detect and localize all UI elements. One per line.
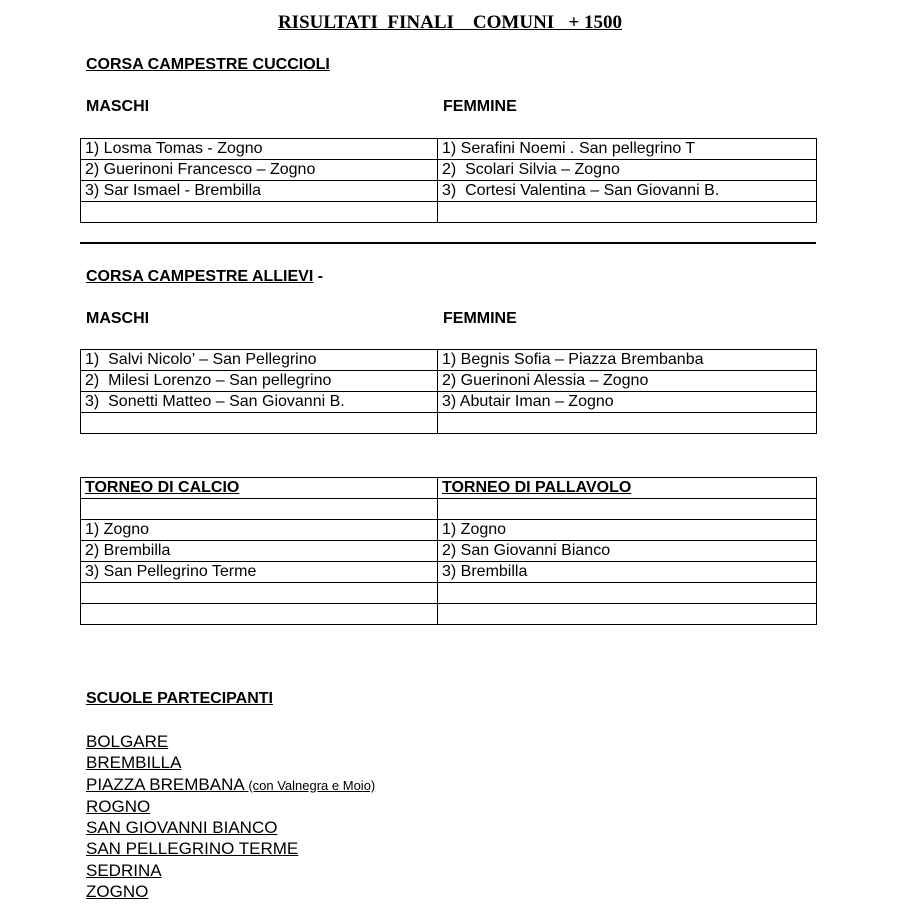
school-name: SAN GIOVANNI BIANCO xyxy=(86,818,278,838)
table-cell xyxy=(81,604,438,625)
table-cell: 1) Losma Tomas - Zogno xyxy=(81,139,438,160)
school-name xyxy=(86,775,375,794)
table-cell xyxy=(81,202,438,223)
table-cell: 1) Zogno xyxy=(438,520,817,541)
table-cell xyxy=(438,499,817,520)
table-cell xyxy=(81,583,438,604)
section-heading-allievi-suffix: - xyxy=(313,268,324,285)
list-item xyxy=(86,774,375,796)
school-name: ZOGNO xyxy=(86,882,149,902)
section-heading-allievi-text: CORSA CAMPESTRE ALLIEVI xyxy=(86,268,314,285)
table-cell xyxy=(81,499,438,520)
list-item xyxy=(86,817,375,838)
list-item xyxy=(86,796,375,817)
section-heading-allievi xyxy=(86,268,323,286)
table-cell xyxy=(438,583,817,604)
column-label-maschi: MASCHI xyxy=(86,98,150,115)
horizontal-divider xyxy=(80,242,816,244)
table-cell: 3) Brembilla xyxy=(438,562,817,583)
school-name: BOLGARE xyxy=(86,732,169,751)
table-cell: 3) Sar Ismael - Brembilla xyxy=(81,181,438,202)
table-row xyxy=(81,181,817,202)
table-heading-pallavolo: TORNEO DI PALLAVOLO xyxy=(438,478,817,499)
table-cell: 3) Sonetti Matteo – San Giovanni B. xyxy=(81,392,438,413)
school-name-text: PIAZZA BREMBANA xyxy=(86,774,245,794)
column-label-maschi: MASCHI xyxy=(86,310,150,327)
table-cell: 1) Serafini Noemi . San pellegrino T xyxy=(438,139,817,160)
table-row xyxy=(81,562,817,583)
schools-list xyxy=(86,731,375,902)
table-row xyxy=(81,583,817,604)
section-heading-scuole: SCUOLE PARTECIPANTI xyxy=(86,690,273,707)
table-row xyxy=(81,541,817,562)
column-label-femmine: FEMMINE xyxy=(443,310,517,327)
table-cell: 1) Salvi Nicolo’ – San Pellegrino xyxy=(81,350,438,371)
section-heading-cuccioli: CORSA CAMPESTRE CUCCIOLI xyxy=(86,56,330,73)
school-name: BREMBILLA xyxy=(86,753,182,773)
list-item xyxy=(86,838,375,859)
table-header-row xyxy=(81,478,817,499)
table-row xyxy=(81,350,817,371)
table-cell: 2) Guerinoni Alessia – Zogno xyxy=(438,371,817,392)
table-row xyxy=(81,160,817,181)
table-cell: 3) Cortesi Valentina – San Giovanni B. xyxy=(438,181,817,202)
table-row xyxy=(81,202,817,223)
table-cell: 3) Abutair Iman – Zogno xyxy=(438,392,817,413)
table-cell: 2) Guerinoni Francesco – Zogno xyxy=(81,160,438,181)
table-cell: 2) Milesi Lorenzo – San pellegrino xyxy=(81,371,438,392)
table-cell xyxy=(438,413,817,434)
table-row xyxy=(81,520,817,541)
list-item xyxy=(86,860,375,881)
table-row xyxy=(81,604,817,625)
school-name: SEDRINA xyxy=(86,860,162,880)
list-item xyxy=(86,731,375,752)
table-row xyxy=(81,499,817,520)
school-name: ROGNO xyxy=(86,796,151,816)
table-cell: 3) San Pellegrino Terme xyxy=(81,562,438,583)
table-cell: 1) Zogno xyxy=(81,520,438,541)
results-table-tornei xyxy=(80,477,817,625)
list-item xyxy=(86,881,375,902)
table-cell xyxy=(438,604,817,625)
table-heading-calcio: TORNEO DI CALCIO xyxy=(81,478,438,499)
table-cell xyxy=(81,413,438,434)
results-table-allievi xyxy=(80,349,817,434)
results-table-cuccioli xyxy=(80,138,817,223)
table-cell xyxy=(438,202,817,223)
table-row xyxy=(81,139,817,160)
table-row xyxy=(81,371,817,392)
table-cell: 2) Scolari Silvia – Zogno xyxy=(438,160,817,181)
table-row xyxy=(81,413,817,434)
list-item xyxy=(86,752,375,773)
table-cell: 2) Brembilla xyxy=(81,541,438,562)
column-label-femmine: FEMMINE xyxy=(443,98,517,115)
school-name: SAN PELLEGRINO TERME xyxy=(86,839,299,859)
page-title: RISULTATI FINALI COMUNI + 1500 xyxy=(277,12,623,33)
table-cell: 2) San Giovanni Bianco xyxy=(438,541,817,562)
table-cell: 1) Begnis Sofia – Piazza Brembanba xyxy=(438,350,817,371)
school-note: (con Valnegra e Moio) xyxy=(244,777,376,793)
table-row xyxy=(81,392,817,413)
